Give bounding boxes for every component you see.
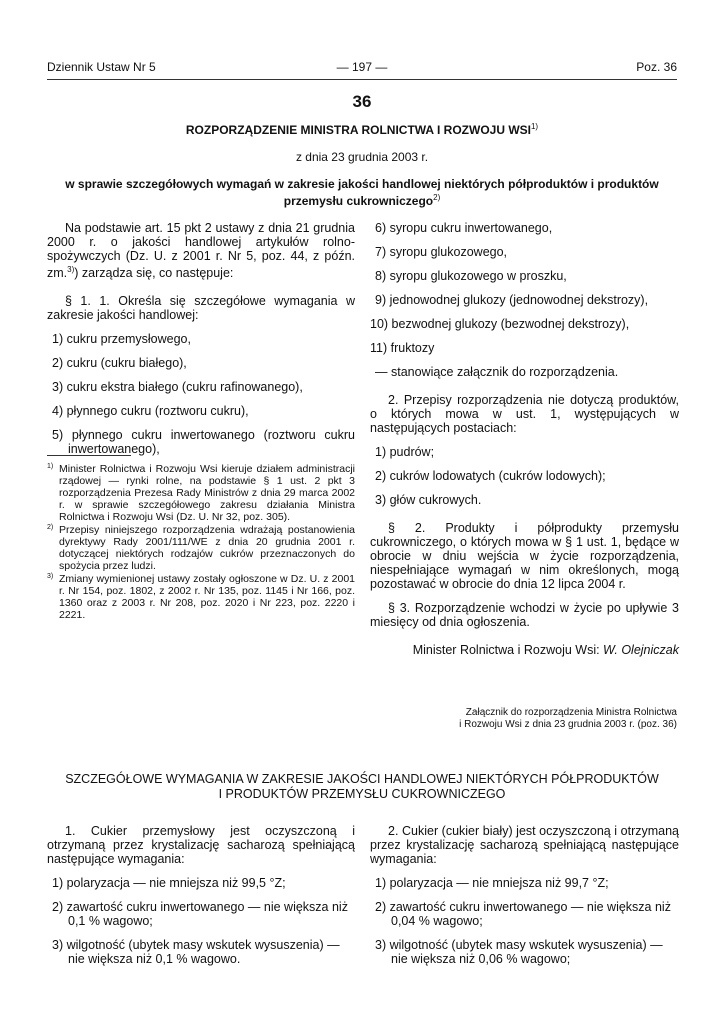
list-item: 4) płynnego cukru (roztworu cukru), [52,404,249,419]
list-item: 3) głów cukrowych. [375,493,482,507]
list-item: 3) cukru ekstra białego (cukru rafinowanego), [52,380,303,395]
list-item: 3) wilgotność (ubytek masy wskutek wysuszenia) — nie większa niż 0,06 % wagowo; [375,938,663,966]
list-item: 5) płynnego cukru inwertowanego (roztworu cukru inwertowanego), [52,428,355,457]
list-item: 1) cukru przemysłowego, [52,332,191,347]
signatory-name: W. Olejniczak [603,643,679,657]
position-number: 36 [352,92,372,111]
regulation-date: z dnia 23 grudnia 2003 r. [295,150,429,164]
journal-name: Dziennik Ustaw Nr 5 [47,60,156,74]
subject-line-1: w sprawie szczegółowych wymagań w zakresie jakości handlowej niektórych półproduktów i produktów [65,177,659,191]
regulation-subject [47,177,677,208]
list-item: 1) polaryzacja — nie mniejsza niż 99,7 °Z; [375,876,609,890]
annex-left-column [47,824,355,966]
list-item: 2) zawartość cukru inwertowanego — nie większa niż 0,1 % wagowo; [52,900,348,928]
list-item: 1) polaryzacja — nie mniejsza niż 99,5 °Z; [52,876,286,890]
page-number: — 197 — [336,60,388,74]
list-item: 6) syropu cukru inwertowanego, [375,221,553,235]
footnote-ref: 1) [530,122,539,131]
footnote: 3) Zmiany wymienionej ustawy zostały ogłoszone w Dz. U. z 2001 r. Nr 154, poz. 1802, z 2002 r. Nr 135, poz. 1145 i Nr 166, poz. 1360 oraz z 2003 r. Nr 208, poz. 2020 i Nr 223, poz. 2220 i 2221. [47,573,355,621]
list-item: 11) fruktozy [370,341,435,355]
footnotes [47,463,355,622]
footnote: 2) Przepisy niniejszego rozporządzenia wdrażają postanowienia dyrektywy Rady 2001/111/WE z dnia 20 grudnia 2001 r. dotyczącej niektórych rodzajów cukrów przeznaczonych do spożycia przez ludzi. [47,524,355,572]
footnote-ref: 2) [433,193,441,202]
list-item: 2) cukrów lodowatych (cukrów lodowych); [375,469,606,483]
list-item: 3) wilgotność (ubytek masy wskutek wysuszenia) — nie większa niż 0,1 % wagowo. [52,938,340,966]
list-item: 2) zawartość cukru inwertowanego — nie większa niż 0,04 % wagowo; [375,900,671,928]
section-1-para-2: 2. Przepisy rozporządzenia nie dotyczą produktów, o których mowa w ust. 1, występujących w następujących postaciach: [370,393,679,435]
footnote-ref: 3) [67,265,75,274]
list-item: 8) syropu glukozowego w proszku, [375,269,567,283]
body-left-column [47,221,355,456]
regulation-title [0,122,724,137]
list-item: 9) jednowodnej glukozy (jednowodnej dekstrozy), [375,293,649,307]
regulation-title-text: ROZPORZĄDZENIE MINISTRA ROLNICTWA I ROZWOJU WSI [185,123,531,137]
section-1-closing: — stanowiące załącznik do rozporządzenia. [375,365,619,379]
preamble: Na podstawie art. 15 pkt 2 ustawy z dnia 21 grudnia 2000 r. o jakości handlowej artykułów rolno-spożywczych (Dz. U. z 2001 r. Nr 5, poz. 44, z późn. zm.$^{3)}$) zarządza się, co następuje: [47,221,355,281]
body-right-column [370,221,679,657]
list-item: 2) cukru (cukru białego), [52,356,187,371]
annex-para-1: 1. Cukier przemysłowy jest oczyszczoną i otrzymaną przez krystalizację sacharozą spełniającą następujące wymagania: [47,824,355,866]
header-divider [47,79,677,80]
subject-line-2: przemysłu cukrowniczego [283,194,434,208]
section-1-intro: § 1. 1. Określa się szczegółowe wymagania w zakresie jakości handlowej: [47,294,355,323]
signature: Minister Rolnictwa i Rozwoju Wsi: W. Olejniczak [412,643,679,657]
list-item: 1) pudrów; [375,445,435,459]
annex-title: SZCZEGÓŁOWE WYMAGANIA W ZAKRESIE JAKOŚCI HANDLOWEJ NIEKTÓRYCH PÓŁPRODUKTÓW I PRODUKTÓW PRZEMYSŁU CUKROWNICZEGO [65,772,659,801]
annex-right-column [370,824,679,966]
list-item: 10) bezwodnej glukozy (bezwodnej dekstrozy), [370,317,630,331]
footnote-divider [47,455,131,456]
page-header [47,60,677,76]
annex-para-2: 2. Cukier (cukier biały) jest oczyszczoną i otrzymaną przez krystalizację sacharozą spełniającą następujące wymagania: [370,824,679,866]
position-ref: Poz. 36 [636,60,677,74]
annex-reference: Załącznik do rozporządzenia Ministra Rolnictwa i Rozwoju Wsi z dnia 23 grudnia 2003 r. (poz. 36) [459,707,677,730]
section-3: § 3. Rozporządzenie wchodzi w życie po upływie 3 miesięcy od dnia ogłoszenia. [370,601,679,629]
footnote: 1) Minister Rolnictwa i Rozwoju Wsi kieruje działem administracji rządowej — rynki rolne, na podstawie § 1 ust. 2 pkt 3 rozporządzenia Prezesa Rady Ministrów z dnia 29 marca 2002 r. w sprawie szczegółowego zakresu działania Ministra Rolnictwa i Rozwoju Wsi (Dz. U. Nr 32, poz. 305). [47,463,355,523]
section-2: § 2. Produkty i półprodukty przemysłu cukrowniczego, o których mowa w § 1 ust. 1, będące w obrocie w dniu wejścia w życie rozporządzenia, niespełniające wymagań w nim określonych, mogą pozostawać w obrocie do dnia 12 lipca 2004 r. [370,521,679,591]
list-item: 7) syropu glukozowego, [375,245,508,259]
